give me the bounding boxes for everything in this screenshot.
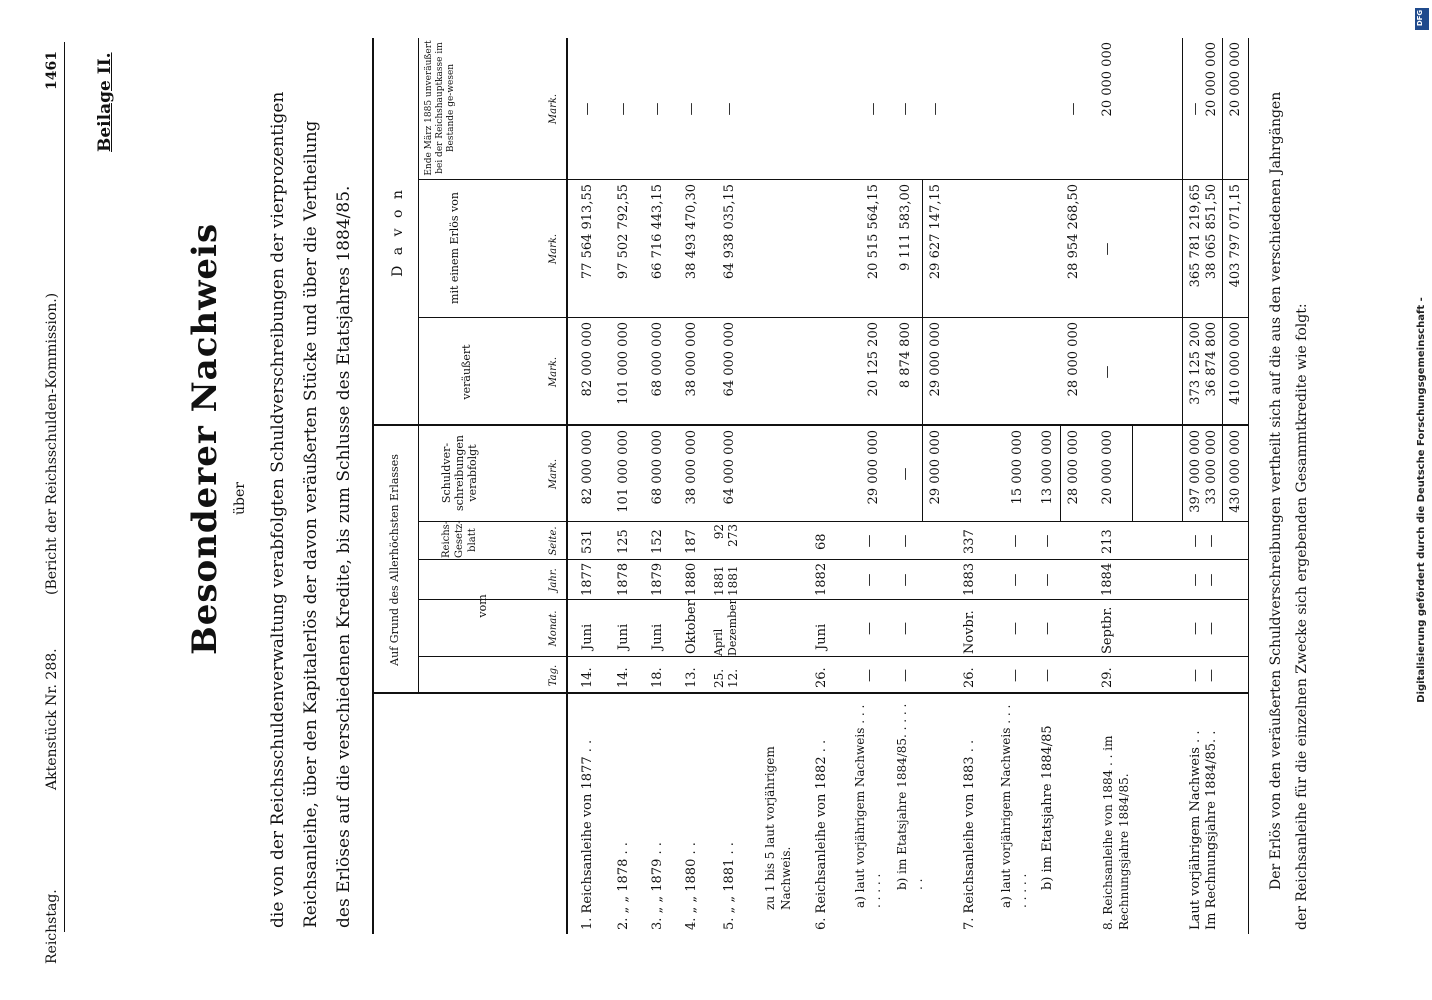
dfg-logo-text: DFG xyxy=(1416,9,1425,27)
footer-line: der Reichsanleihe für die einzelnen Zwecke sich ergebenden Gesammtkredite wie folgt: xyxy=(1294,303,1310,930)
row-jahr: — xyxy=(1188,573,1203,587)
row-seite: 337 xyxy=(962,529,977,554)
table-top-rule xyxy=(372,38,374,934)
row-veraeussert: 410 000 000 xyxy=(1228,322,1243,405)
col-divider xyxy=(418,521,1248,522)
row-label: 2. „ „ 1878 . . xyxy=(616,842,631,930)
row-tag: — xyxy=(1040,669,1055,682)
row-jahr: — xyxy=(1040,573,1055,587)
row-label: 6. Reichsanleihe von 1882 . . xyxy=(814,739,829,930)
row-monat: Juni xyxy=(814,623,829,650)
row-jahr: 1882 xyxy=(814,562,829,596)
row-label: zu 1 bis 5 laut vorjährigem Nachweis. xyxy=(763,746,793,910)
row-erloes: 365 781 219,65 xyxy=(1188,184,1203,288)
row-monat: — xyxy=(1008,622,1023,635)
row-tag: — xyxy=(898,669,913,682)
head-sub-rule xyxy=(418,426,419,694)
row-schuld: 64 000 000 xyxy=(722,430,737,505)
row-label: a) laut vorjährigem Nachweis . . . . . . . . xyxy=(999,704,1029,908)
header-document-number: Aktenstück Nr. 288. xyxy=(44,648,60,790)
row-label: Im Rechnungsjahre 1884/85. . xyxy=(1204,730,1219,930)
row-erloes: 28 954 268,50 xyxy=(1066,184,1081,280)
col-divider xyxy=(372,692,1248,694)
title-ueber: über xyxy=(232,482,248,515)
subtotal-rule xyxy=(1132,426,1133,522)
row-seite: 152 xyxy=(650,529,665,554)
row-veraeussert: 38 000 000 xyxy=(684,322,699,397)
row-erloes: 20 515 564,15 xyxy=(866,184,881,280)
row-tag: — xyxy=(862,669,877,682)
head-unveraeussert: Ende März 1885 unveräußert bei der Reichshauptkasse im Bestande ge-wesen xyxy=(424,40,456,176)
intro-text xyxy=(262,38,361,928)
col-divider xyxy=(418,656,1248,657)
appendix-label: Beilage II. xyxy=(95,52,115,152)
row-unv: — xyxy=(898,102,913,116)
row-label: b) im Etatsjahre 1884/85. . . . . . . xyxy=(895,703,925,890)
table-bottom-rule xyxy=(1248,38,1249,934)
page-number: 1461 xyxy=(44,51,60,90)
intro-line: des Erlöses auf die verschiedenen Kredite, bis zum Schlusse des Etatsjahres 1884/85. xyxy=(334,185,354,928)
row-unv: 20 000 000 xyxy=(1100,42,1115,117)
row-erloes: 38 065 851,50 xyxy=(1204,184,1219,280)
footer-line: Der Erlös von den veräußerten Schuldverschreibungen vertheilt sich auf die aus den verschiedenen Jahrgängen xyxy=(1268,91,1284,890)
row-monat: — xyxy=(1040,622,1055,635)
row-jahr: — xyxy=(1008,573,1023,587)
row-erloes: 64 938 035,15 xyxy=(722,184,737,280)
row-erloes: 77 564 913,55 xyxy=(580,184,595,280)
row-jahr: 1879 xyxy=(650,562,665,596)
row-seite: — xyxy=(1040,534,1055,548)
row-monat: Juni xyxy=(580,623,595,650)
row-schuld: 29 000 000 xyxy=(928,430,943,505)
row-unv: — xyxy=(580,102,595,116)
row-unv: — xyxy=(616,102,631,116)
head-veraeussert-mark: Mark. xyxy=(548,356,559,388)
row-schuld: 397 000 000 xyxy=(1188,430,1203,513)
header-rule xyxy=(64,42,65,932)
head-sub-rule xyxy=(418,38,419,426)
table-head-rule xyxy=(566,38,568,934)
row-seite: — xyxy=(1188,534,1203,548)
row-seite: 68 xyxy=(814,533,829,550)
row-tag: 13. xyxy=(684,667,699,688)
col-divider xyxy=(418,317,1248,318)
intro-line: die von der Reichsschuldenverwaltung verabfolgten Schuldverschreibungen der vierprozentigen xyxy=(268,91,288,928)
row-schuld: 33 000 000 xyxy=(1204,430,1219,505)
row-schuld: 15 000 000 xyxy=(1010,430,1025,505)
row-veraeussert: 28 000 000 xyxy=(1066,322,1081,397)
head-rgbl: Reichs-Gesetz-blatt xyxy=(441,520,478,558)
row-veraeussert: 68 000 000 xyxy=(650,322,665,397)
row-tag: 26. xyxy=(962,667,977,688)
row-tag: — xyxy=(1188,669,1203,682)
row-monat: — xyxy=(1188,622,1203,635)
row-seite: 213 xyxy=(1100,529,1115,554)
head-erloes-mark: Mark. xyxy=(548,233,559,265)
head-monat: Monat. xyxy=(548,610,559,647)
col-divider xyxy=(418,559,1248,560)
row-jahr: — xyxy=(862,573,877,587)
head-schuld: Schuldver-schreibungen verabfolgt xyxy=(440,434,479,512)
head-davon: D a v o n xyxy=(390,187,406,277)
row-jahr: — xyxy=(1204,573,1219,587)
row-monat: — xyxy=(898,622,913,635)
row-jahr: 1877 xyxy=(580,562,595,596)
row-seite: — xyxy=(1204,534,1219,548)
row-unv: 20 000 000 xyxy=(1204,42,1219,117)
row-label: 3. „ „ 1879 . . xyxy=(650,842,665,930)
row-label: 5. „ „ 1881 . . xyxy=(722,842,737,930)
row-unv: — xyxy=(866,102,881,116)
row-unv: — xyxy=(928,102,943,116)
head-schuld-mark: Mark. xyxy=(548,458,559,490)
row-tag: 18. xyxy=(650,667,665,688)
row-schuld: 82 000 000 xyxy=(580,430,595,505)
col-divider xyxy=(418,179,1248,180)
row-tag: 29. xyxy=(1100,667,1115,688)
row-label: 1. Reichsanleihe von 1877 . . xyxy=(580,739,595,930)
row-monat: — xyxy=(1204,622,1219,635)
row-veraeussert: 101 000 000 xyxy=(616,322,631,405)
row-schuld: — xyxy=(898,467,913,481)
header-commission: (Bericht der Reichsschulden-Kommission.) xyxy=(44,292,60,595)
row-jahr: 1883 xyxy=(962,562,977,596)
row-unv: — xyxy=(722,102,737,116)
row-jahr: — xyxy=(898,573,913,587)
row-seite: 92 273 xyxy=(712,524,740,547)
row-erloes: 66 716 443,15 xyxy=(650,184,665,280)
row-unv: 20 000 000 xyxy=(1228,42,1243,117)
row-label: 7. Reichsanleihe von 1883 . . xyxy=(962,739,977,930)
row-unv: — xyxy=(1066,102,1081,116)
head-grund: Auf Grund des Allerhöchsten Erlasses xyxy=(388,454,401,666)
row-tag: 26. xyxy=(814,667,829,688)
row-jahr: 1880 xyxy=(684,562,699,596)
row-label: 8. Reichsanleihe von 1884 . . im Rechnungsjahre 1884/85. xyxy=(1101,735,1131,930)
row-schuld: 68 000 000 xyxy=(650,430,665,505)
row-schuld: 29 000 000 xyxy=(866,430,881,505)
row-seite: 187 xyxy=(684,529,699,554)
dfg-logo xyxy=(1415,8,1429,30)
row-erloes: 29 627 147,15 xyxy=(928,184,943,280)
row-tag: — xyxy=(1204,669,1219,682)
row-schuld: 101 000 000 xyxy=(616,430,631,513)
row-erloes: 97 502 792,55 xyxy=(616,184,631,280)
row-seite: 125 xyxy=(616,529,631,554)
row-veraeussert: 20 125 200 xyxy=(866,322,881,397)
intro-line: Reichsanleihe, über den Kapitalerlös der davon veräußerten Stücke und über die Vertheilung xyxy=(301,120,321,928)
row-label: a) laut vorjährigem Nachweis . . . . . . . . xyxy=(853,704,883,908)
head-veraeussert: veräußert xyxy=(460,344,473,400)
total-rule xyxy=(1182,38,1183,522)
row-label: 4. „ „ 1880 . . xyxy=(684,842,699,930)
row-schuld: 38 000 000 xyxy=(684,430,699,505)
row-veraeussert: 82 000 000 xyxy=(580,322,595,397)
head-erloes: mit einem Erlös von xyxy=(448,192,461,304)
digitization-strip xyxy=(1412,0,1432,1000)
row-unv: — xyxy=(1188,102,1203,116)
row-veraeussert: 8 874 800 xyxy=(898,322,913,389)
row-schuld: 20 000 000 xyxy=(1100,430,1115,505)
row-label: Laut vorjährigem Nachweis . . xyxy=(1188,730,1203,930)
head-seite: Seite. xyxy=(548,526,559,556)
page-title: Besonderer Nachweis xyxy=(185,222,225,655)
row-seite: — xyxy=(898,534,913,548)
row-tag: 14. xyxy=(580,667,595,688)
row-monat: Juni xyxy=(650,623,665,650)
col-divider xyxy=(372,424,1248,426)
row-monat: — xyxy=(862,622,877,635)
head-tag: Tag. xyxy=(548,664,559,687)
row-label: b) im Etatsjahre 1884/85 xyxy=(1040,725,1055,890)
col-divider xyxy=(418,599,1248,600)
row-erloes: — xyxy=(1100,242,1115,256)
row-schuld: 430 000 000 xyxy=(1228,430,1243,513)
row-monat: April Dezember xyxy=(712,599,739,656)
row-erloes: 38 493 470,30 xyxy=(684,184,699,280)
total-rule xyxy=(1222,38,1223,522)
head-jahr: Jahr. xyxy=(548,568,559,592)
row-monat: Oktober xyxy=(684,600,699,654)
digitization-note: Digitalisierung gefördert durch die Deutsche Forschungsgemeinschaft - xyxy=(1416,297,1427,703)
row-tag: 25. 12. xyxy=(712,668,740,688)
row-tag: 14. xyxy=(616,667,631,688)
row-veraeussert: 29 000 000 xyxy=(928,322,943,397)
head-vom: vom xyxy=(476,594,489,618)
header-left: Reichstag. xyxy=(44,889,60,964)
row-unv: — xyxy=(684,102,699,116)
row-veraeussert: 64 000 000 xyxy=(722,322,737,397)
row-erloes: 9 111 583,00 xyxy=(898,184,913,271)
row-jahr: 1878 xyxy=(616,562,631,596)
row-tag: — xyxy=(1008,669,1023,682)
row-jahr: 1884 xyxy=(1100,562,1115,596)
row-veraeussert: 373 125 200 xyxy=(1188,322,1203,405)
subtotal-rule xyxy=(922,180,923,522)
row-schuld: 28 000 000 xyxy=(1066,430,1081,505)
row-seite: 531 xyxy=(580,529,595,554)
row-monat: Septbr. xyxy=(1100,606,1115,654)
row-seite: — xyxy=(862,534,877,548)
row-veraeussert: 36 874 800 xyxy=(1204,322,1219,397)
row-monat: Juni xyxy=(616,623,631,650)
row-schuld: 13 000 000 xyxy=(1040,430,1055,505)
head-unv-mark: Mark. xyxy=(548,93,559,125)
row-monat: Novbr. xyxy=(962,610,977,654)
row-seite: — xyxy=(1008,534,1023,548)
subtotal-rule xyxy=(1060,426,1061,522)
row-unv: — xyxy=(650,102,665,116)
row-erloes: 403 797 071,15 xyxy=(1228,184,1243,288)
row-jahr: 1881 1881 xyxy=(712,565,740,596)
row-veraeussert: — xyxy=(1100,365,1115,379)
